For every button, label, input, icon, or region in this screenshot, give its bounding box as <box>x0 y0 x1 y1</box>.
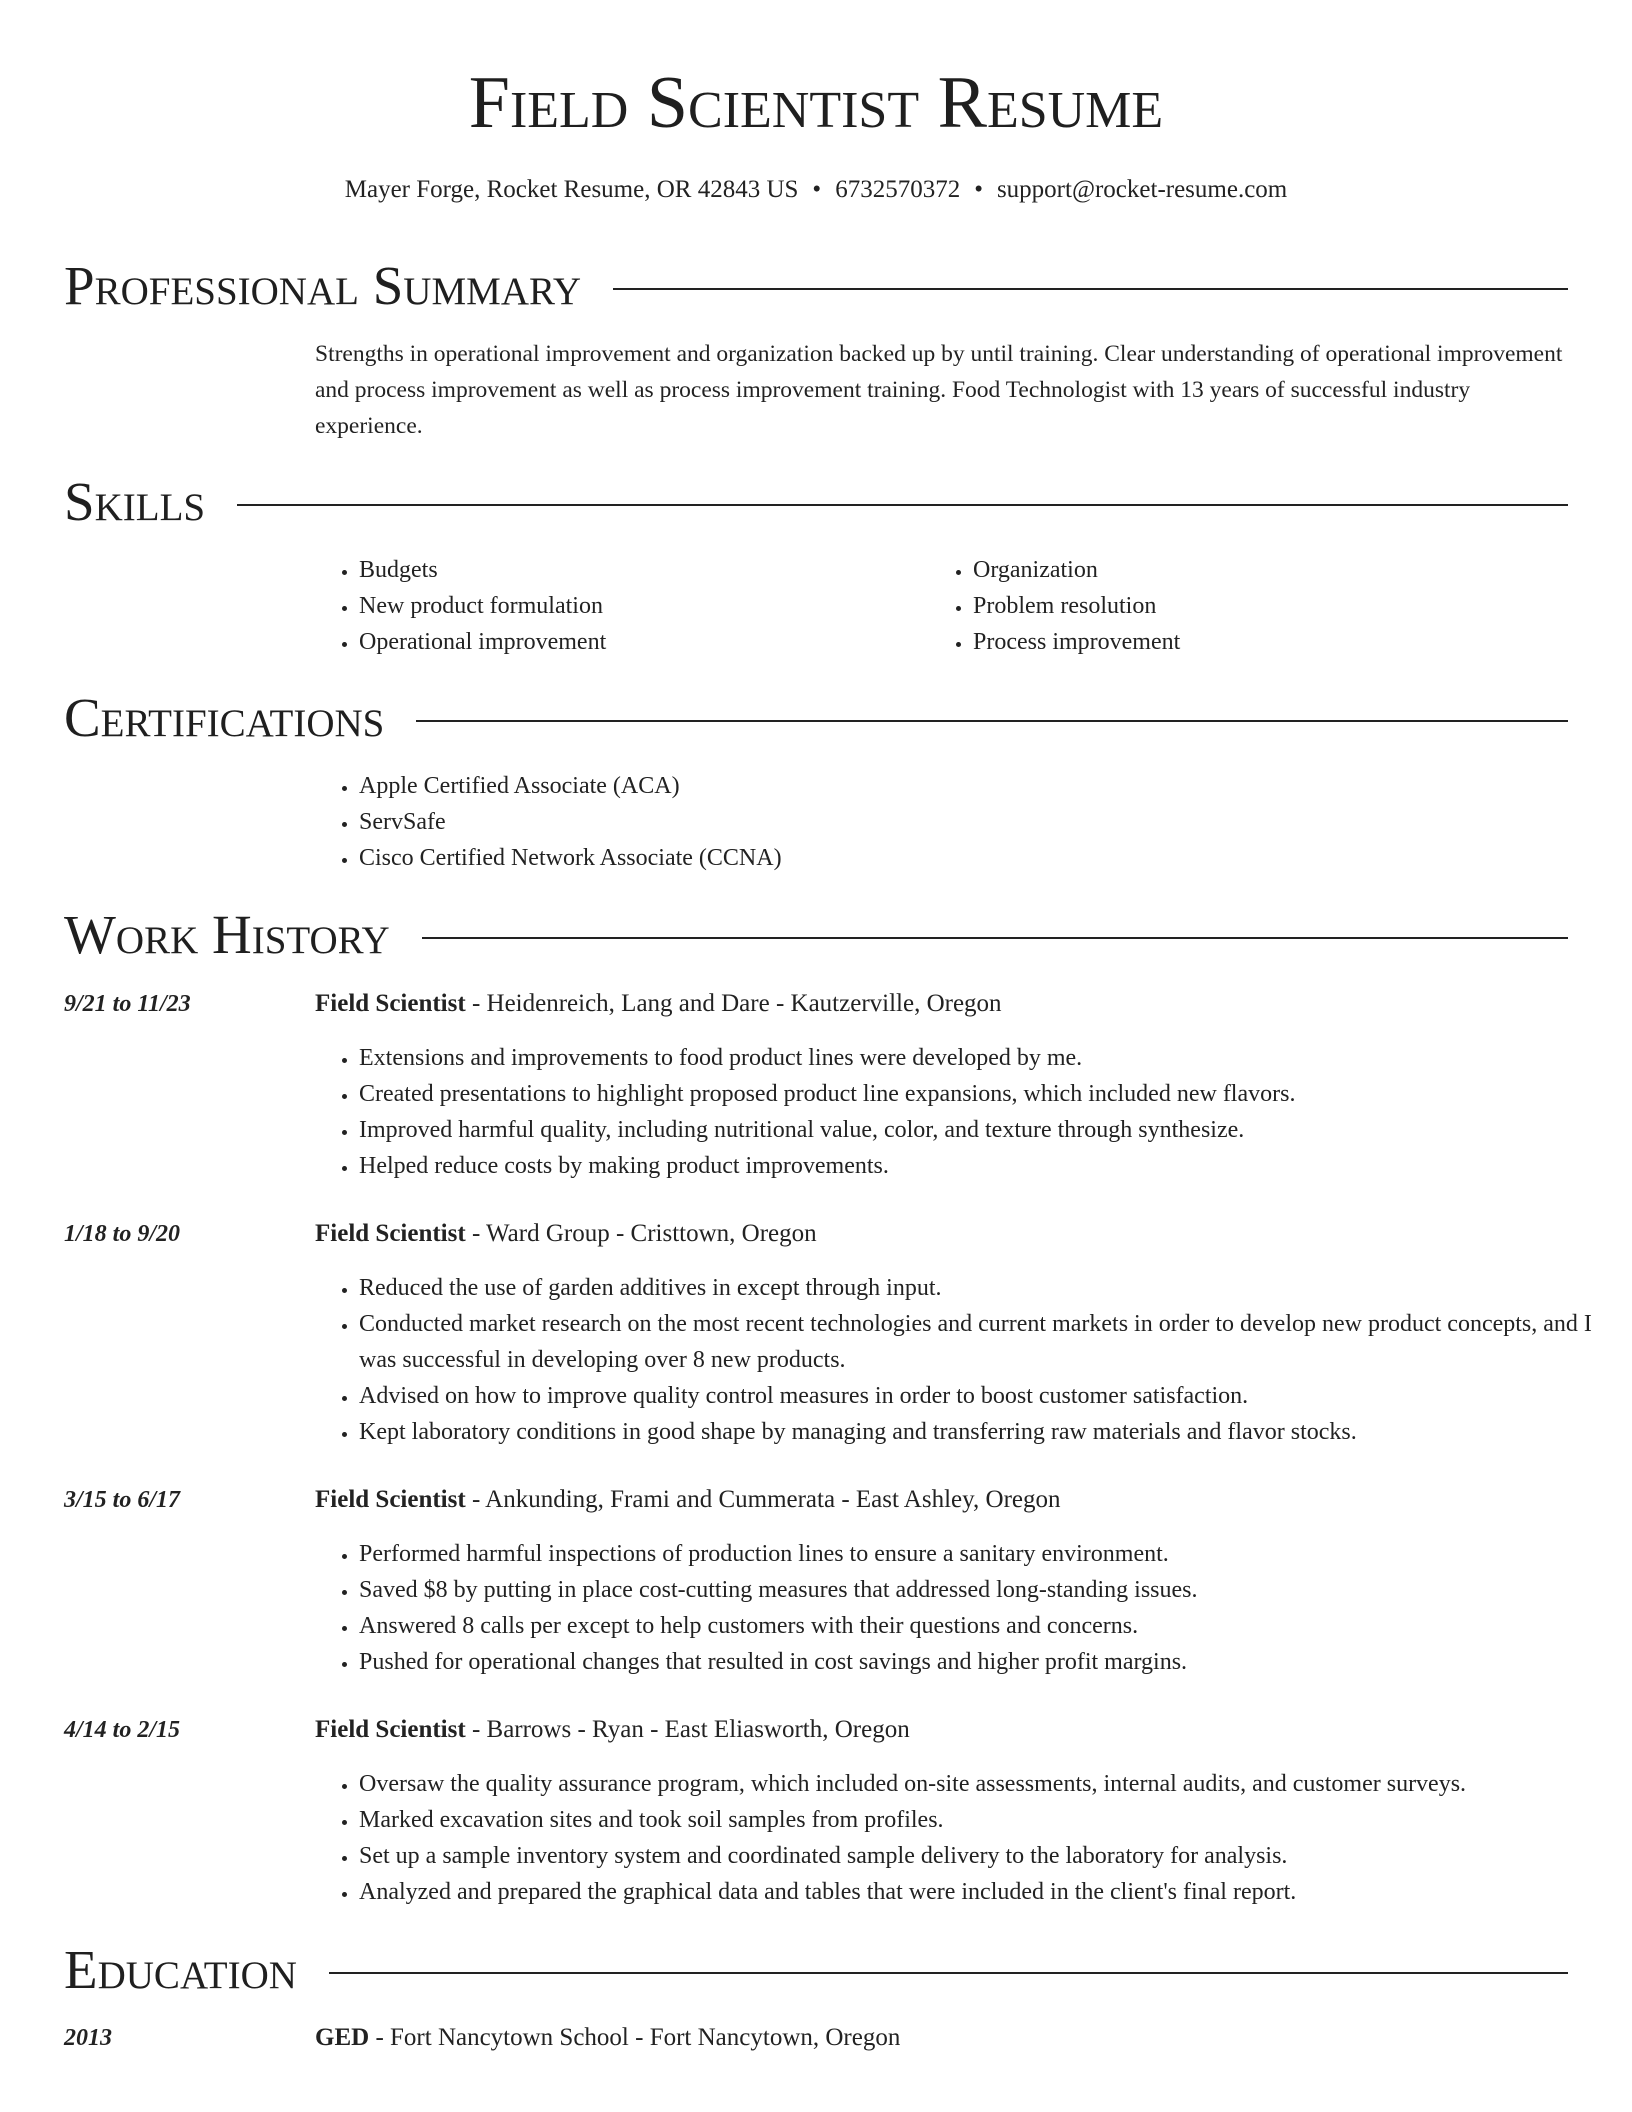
section-title-summary: Professional Summary <box>64 255 582 316</box>
resume-title: Field Scientist Resume <box>468 62 1164 144</box>
job-bullet: • Extensions and improvements to food product lines were developed by me. <box>359 1040 1609 1076</box>
section-divider <box>329 1972 1568 1974</box>
contact-address: Mayer Forge, Rocket Resume, OR 42843 US <box>344 176 799 203</box>
section-header-certifications <box>64 686 1568 750</box>
skill-item: • Problem resolution <box>973 588 1573 624</box>
job-bullet: • Oversaw the quality assurance program, which included on-site assessments, internal audits, and customer surveys. <box>359 1766 1609 1802</box>
job-employer: - Heidenreich, Lang and Dare - Kautzerville, Oregon <box>465 990 1002 1017</box>
job-employer: - Ward Group - Cristtown, Oregon <box>465 1220 817 1247</box>
skill-item: • Process improvement <box>973 624 1573 660</box>
education-school: - Fort Nancytown School - Fort Nancytown, Oregon <box>369 2024 901 2051</box>
section-title-education: Education <box>64 1939 297 2000</box>
section-header-skills <box>64 470 1568 534</box>
job-bullet: • Improved harmful quality, including nutritional value, color, and texture through synthesize. <box>359 1112 1609 1148</box>
certification-item: • Apple Certified Associate (ACA) <box>359 768 1609 804</box>
job-title: Field Scientist <box>315 1486 466 1513</box>
education-heading <box>315 2020 1565 2056</box>
section-title-skills: Skills <box>64 471 206 532</box>
job-bullet: • Answered 8 calls per except to help customers with their questions and concerns. <box>359 1608 1609 1644</box>
job-bullet: • Helped reduce costs by making product improvements. <box>359 1148 1609 1184</box>
job-bullets <box>315 1766 1609 1910</box>
job-employer: - Barrows - Ryan - East Eliasworth, Oregon <box>465 1716 910 1743</box>
job-heading <box>315 1216 1565 1252</box>
job-title: Field Scientist <box>315 990 466 1017</box>
certification-item: • ServSafe <box>359 804 1609 840</box>
job-bullets <box>315 1270 1609 1450</box>
job-dates: 4/14 to 2/15 <box>64 1717 181 1743</box>
job-heading <box>315 1712 1565 1748</box>
job-bullet: • Performed harmful inspections of production lines to ensure a sanitary environment. <box>359 1536 1609 1572</box>
section-title-certifications: Certifications <box>64 687 385 748</box>
skills-list-right <box>929 552 1573 660</box>
contact-separator: • <box>974 176 983 203</box>
summary-text: Strengths in operational improvement and organization backed up by until training. Clear understanding of operational improvement and process improvement as well as process improvement training. Food Technologist with 13 years of successful industry experience. <box>315 341 1563 439</box>
section-header-summary <box>64 254 1568 318</box>
job-bullet: • Analyzed and prepared the graphical data and tables that were included in the client's final report. <box>359 1874 1609 1910</box>
job-bullet: • Created presentations to highlight proposed product line expansions, which included new flavors. <box>359 1076 1609 1112</box>
skill-item: • Budgets <box>359 552 919 588</box>
job-bullet: • Set up a sample inventory system and coordinated sample delivery to the laboratory for analysis. <box>359 1838 1609 1874</box>
section-divider <box>416 720 1568 722</box>
education-degree: GED <box>315 2024 370 2051</box>
job-dates: 9/21 to 11/23 <box>64 991 191 1017</box>
job-heading <box>315 1482 1565 1518</box>
skills-list-left <box>315 552 919 660</box>
job-bullet: • Advised on how to improve quality control measures in order to boost customer satisfaction. <box>359 1378 1609 1414</box>
skill-item: • Operational improvement <box>359 624 919 660</box>
job-dates: 3/15 to 6/17 <box>64 1487 181 1513</box>
job-dates: 1/18 to 9/20 <box>64 1221 181 1247</box>
contact-phone: 6732570372 <box>835 176 961 203</box>
certification-item: • Cisco Certified Network Associate (CCNA) <box>359 840 1609 876</box>
education-year: 2013 <box>64 2025 112 2051</box>
contact-line <box>0 172 1632 208</box>
job-title: Field Scientist <box>315 1716 466 1743</box>
job-bullet: • Marked excavation sites and took soil samples from profiles. <box>359 1802 1609 1838</box>
job-heading <box>315 986 1565 1022</box>
job-bullets <box>315 1040 1609 1184</box>
job-bullet: • Reduced the use of garden additives in except through input. <box>359 1270 1609 1306</box>
section-header-work-history <box>64 903 1568 967</box>
section-divider <box>237 504 1568 506</box>
job-employer: - Ankunding, Frami and Cummerata - East Ashley, Oregon <box>465 1486 1061 1513</box>
skill-item: • Organization <box>973 552 1573 588</box>
job-bullet: • Saved $8 by putting in place cost-cutting measures that addressed long-standing issues. <box>359 1572 1609 1608</box>
skill-item: • New product formulation <box>359 588 919 624</box>
section-divider <box>613 288 1568 290</box>
job-bullet: • Pushed for operational changes that resulted in cost savings and higher profit margins. <box>359 1644 1609 1680</box>
job-bullets <box>315 1536 1609 1680</box>
contact-email: support@rocket-resume.com <box>996 176 1288 203</box>
certifications-list <box>315 768 1609 876</box>
job-title: Field Scientist <box>315 1220 466 1247</box>
section-header-education <box>64 1938 1568 2002</box>
section-divider <box>422 937 1568 939</box>
section-title-work-history: Work History <box>64 904 390 965</box>
contact-separator: • <box>812 176 822 203</box>
job-bullet: • Kept laboratory conditions in good shape by managing and transferring raw materials and flavor stocks. <box>359 1414 1609 1450</box>
job-bullet: • Conducted market research on the most recent technologies and current markets in order to develop new product concepts, and I was successful in developing over 8 new products. <box>359 1306 1609 1378</box>
